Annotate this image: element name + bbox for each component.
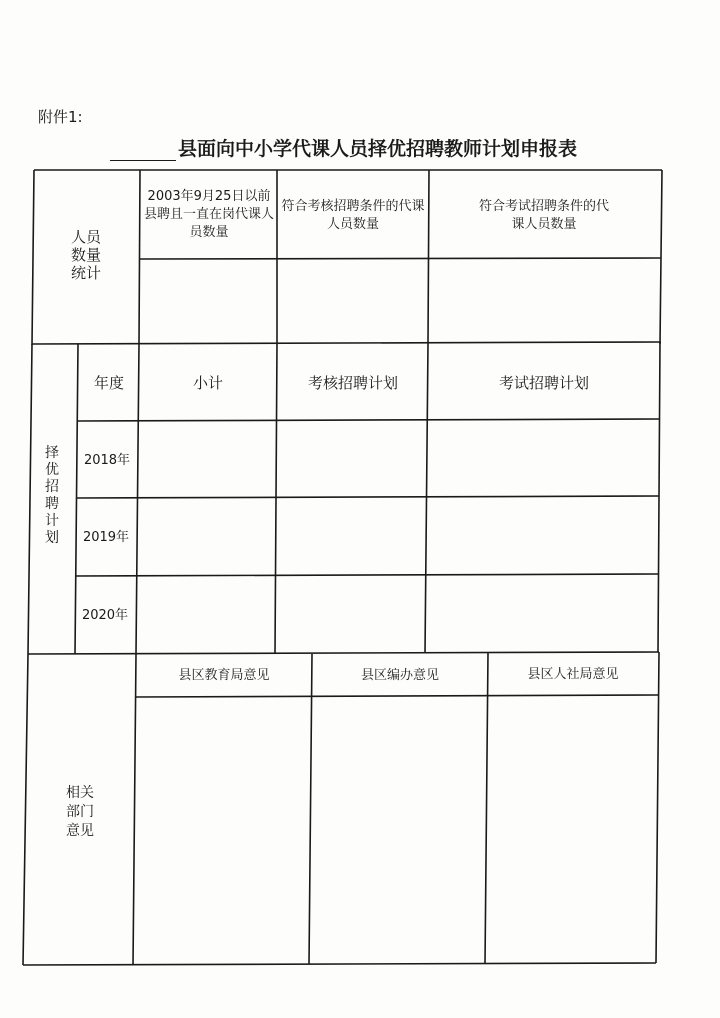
col2-header: 符合考核招聘条件的代课人员数量 [281, 199, 425, 232]
staffing-office-opinion-header: 县区编办意见 [360, 668, 439, 683]
edu-bureau-opinion-header: 县区教育局意见 [178, 668, 270, 683]
exam-plan-header: 考试招聘计划 [498, 374, 589, 392]
year-row-label: 2019年 [82, 530, 130, 545]
section1-label: 人员 数量 统计 [70, 228, 101, 282]
col3-header: 符合考试招聘条件的代课人员数量 [478, 199, 609, 232]
col1-header: 2003年9月25日以前县聘且一直在岗代课人员数量 [143, 189, 274, 240]
subtotal-header: 小计 [192, 374, 223, 392]
section2-label: 择 优 招 聘 计 划 [45, 445, 59, 546]
year-row-label: 2018年 [83, 453, 131, 468]
attachment-label: 附件1: [38, 108, 83, 126]
section3-label: 相关 部门 意见 [66, 785, 94, 839]
year-header: 年度 [93, 374, 124, 392]
hr-bureau-opinion-header: 县区人社局意见 [527, 667, 619, 682]
year-row-label: 2020年 [81, 608, 129, 623]
title-text: 县面向中小学代课人员择优招聘教师计划申报表 [178, 138, 578, 160]
assess-plan-header: 考核招聘计划 [307, 374, 398, 392]
